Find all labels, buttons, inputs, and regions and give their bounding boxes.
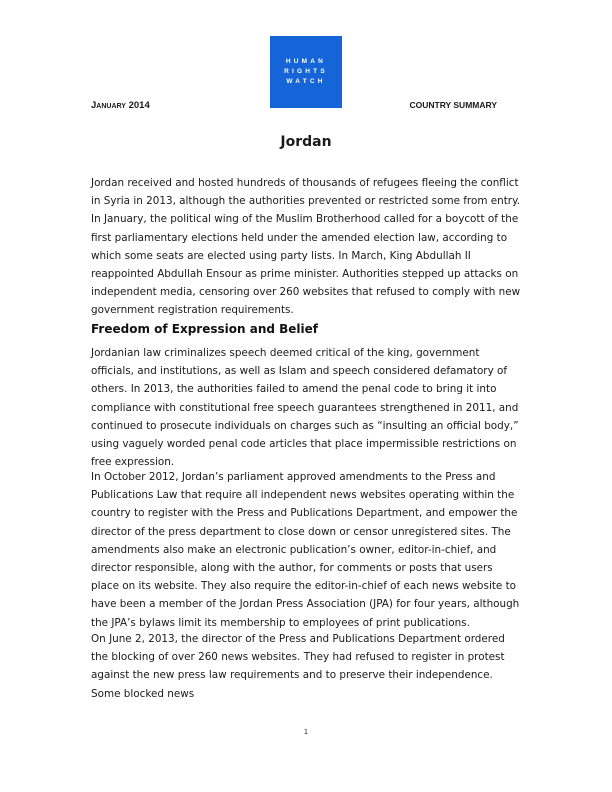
- section-heading: Freedom of Expression and Belief: [91, 322, 319, 336]
- header-section: COUNTRY SUMMARY: [409, 100, 497, 110]
- logo-line-human: HUMAN: [285, 58, 327, 65]
- section-paragraph-2: In October 2012, Jordan’s parliament approved amendments to the Press and Publications Law that require all independent news websites operating within the country to register with the Press and Publications Department, and empower the director of the press department to close down or censor unregistered sites. The amendments also make an electronic publication’s owner, editor-in-chief, and director responsible, along with the author, for comments or posts that users place on its website. They also require the editor-in-chief of each news website to have been a member of the Jordan Press Association (JPA) for four years, although the JPA’s bylaws limit its membership to employees of print publications.: [91, 471, 520, 629]
- page-title: Jordan: [280, 134, 332, 150]
- header-date: January 2014: [91, 100, 150, 111]
- logo-line-rights: RIGHTS: [284, 68, 328, 75]
- intro-paragraph: Jordan received and hosted hundreds of thousands of refugees fleeing the conflict in Syria in 2013, although the authorities prevented or restricted some from entry. In January, the political wing of the Muslim Brotherhood called for a boycott of the first parliamentary elections held under the amended election law, according to which some seats are elected using party lists. In March, King Abdullah II reappointed Abdullah Ensour as prime minister. Authorities stepped up attacks on independent media, censoring over 260 websites that refused to comply with new government registration requirements.: [91, 177, 521, 317]
- page-number: 1: [303, 728, 309, 736]
- section-paragraph-1: Jordanian law criminalizes speech deemed critical of the king, government officials, and institutions, as well as Islam and speech considered defamatory of others. In 2013, the authorities failed to amend the penal code to bring it into compliance with constitutional free speech guarantees strengthened in 2011, and continued to prosecute individuals on charges such as “insulting an official body,” using vaguely worded penal code articles that place impermissible restrictions on free expression.: [91, 347, 519, 469]
- hrw-logo: [270, 36, 342, 108]
- section-paragraph-3: On June 2, 2013, the director of the Press and Publications Department ordered the blocking of over 260 news websites. They had refused to register in protest against the new press law requirements and to preserve their independence. Some blocked news: [91, 633, 505, 700]
- logo-line-watch: WATCH: [286, 78, 326, 85]
